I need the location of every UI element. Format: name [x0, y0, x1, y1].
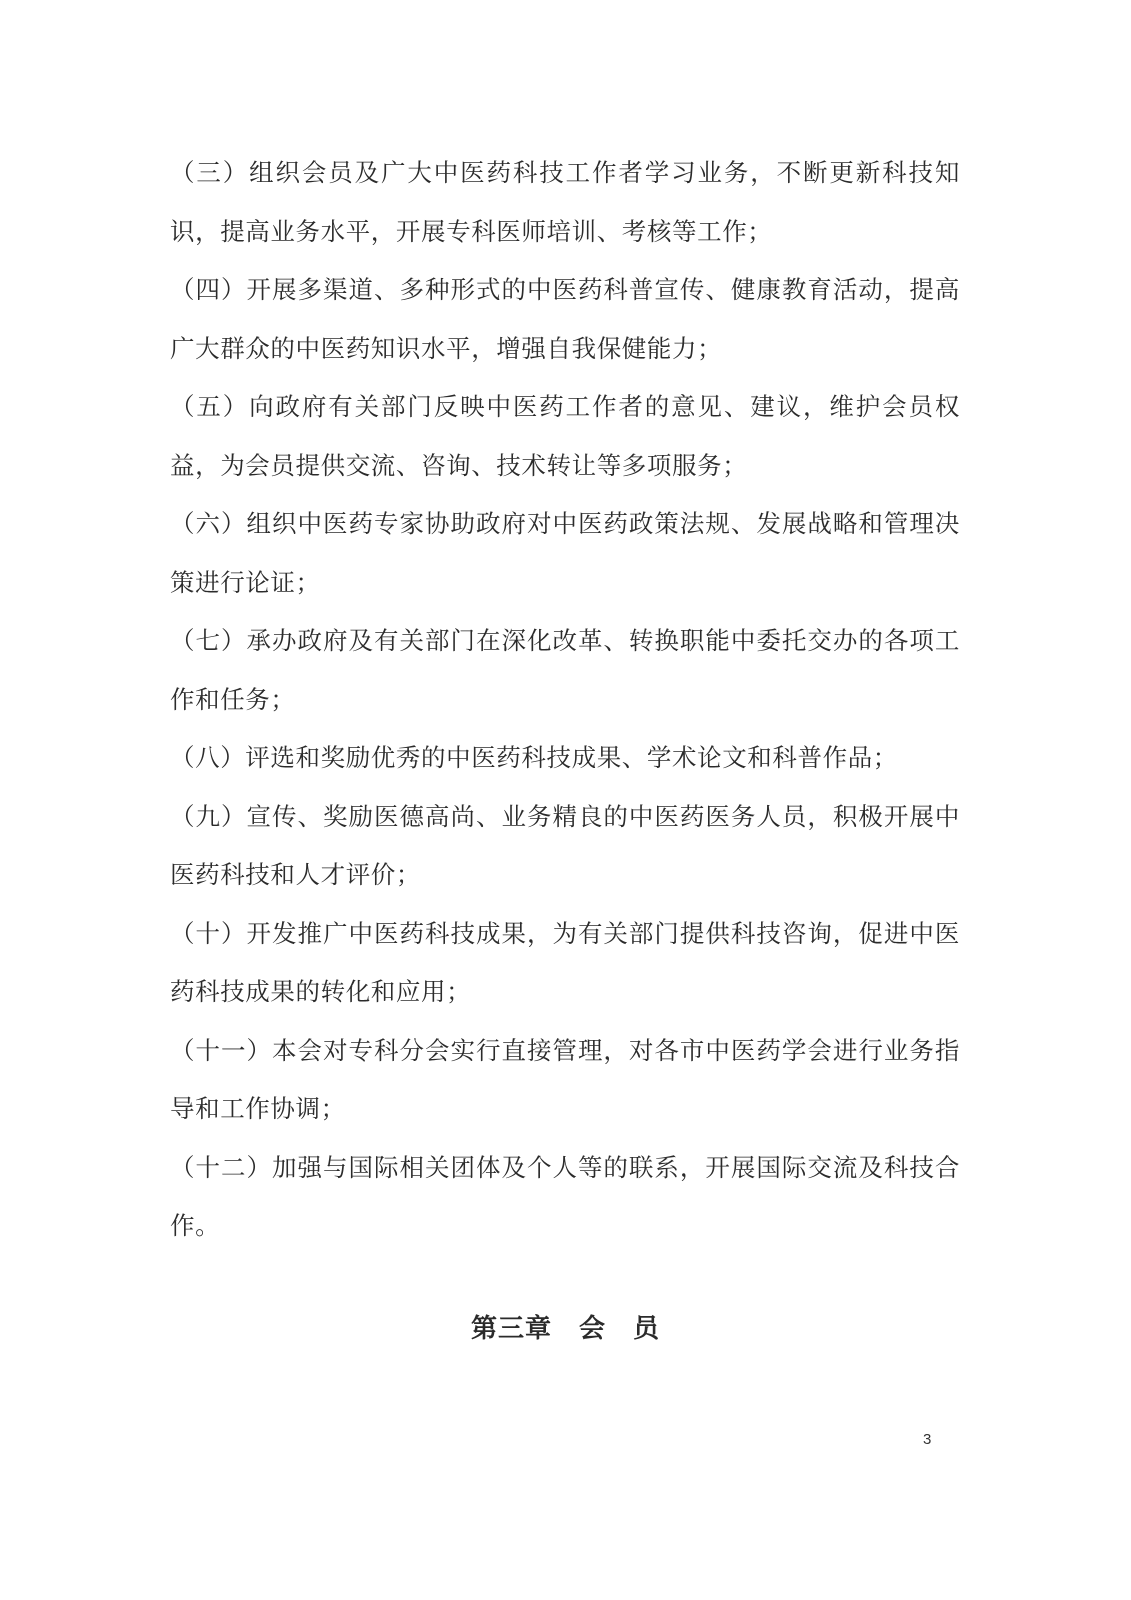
article-item-7: （七）承办政府及有关部门在深化改革、转换职能中委托交办的各项工作和任务； [170, 626, 960, 714]
article-item-10: （十）开发推广中医药科技成果，为有关部门提供科技咨询，促进中医药科技成果的转化和应用； [170, 918, 960, 1006]
article-item-8: （八）评选和奖励优秀的中医药科技成果、学术论文和科普作品； [170, 743, 898, 772]
article-item-11: （十一）本会对专科分会实行直接管理，对各市中医药学会进行业务指导和工作协调； [170, 1035, 960, 1123]
chapter-heading: 第三章 会 员 [470, 1314, 660, 1344]
article-item-9: （九）宣传、奖励医德高尚、业务精良的中医药医务人员，积极开展中医药科技和人才评价； [170, 801, 960, 889]
page-number: 3 [923, 1431, 932, 1448]
article-body [170, 144, 960, 1256]
article-item-6: （六）组织中医药专家协助政府对中医药政策法规、发展战略和管理决策进行论证； [170, 509, 960, 597]
article-item-3: （三）组织会员及广大中医药科技工作者学习业务，不断更新科技知识，提高业务水平，开展专科医师培训、考核等工作； [170, 158, 960, 246]
article-item-4: （四）开展多渠道、多种形式的中医药科普宣传、健康教育活动，提高广大群众的中医药知识水平，增强自我保健能力； [170, 275, 960, 363]
article-item-5: （五）向政府有关部门反映中医药工作者的意见、建议，维护会员权益，为会员提供交流、咨询、技术转让等多项服务； [170, 392, 960, 480]
article-item-12: （十二）加强与国际相关团体及个人等的联系，开展国际交流及科技合作。 [170, 1152, 960, 1240]
